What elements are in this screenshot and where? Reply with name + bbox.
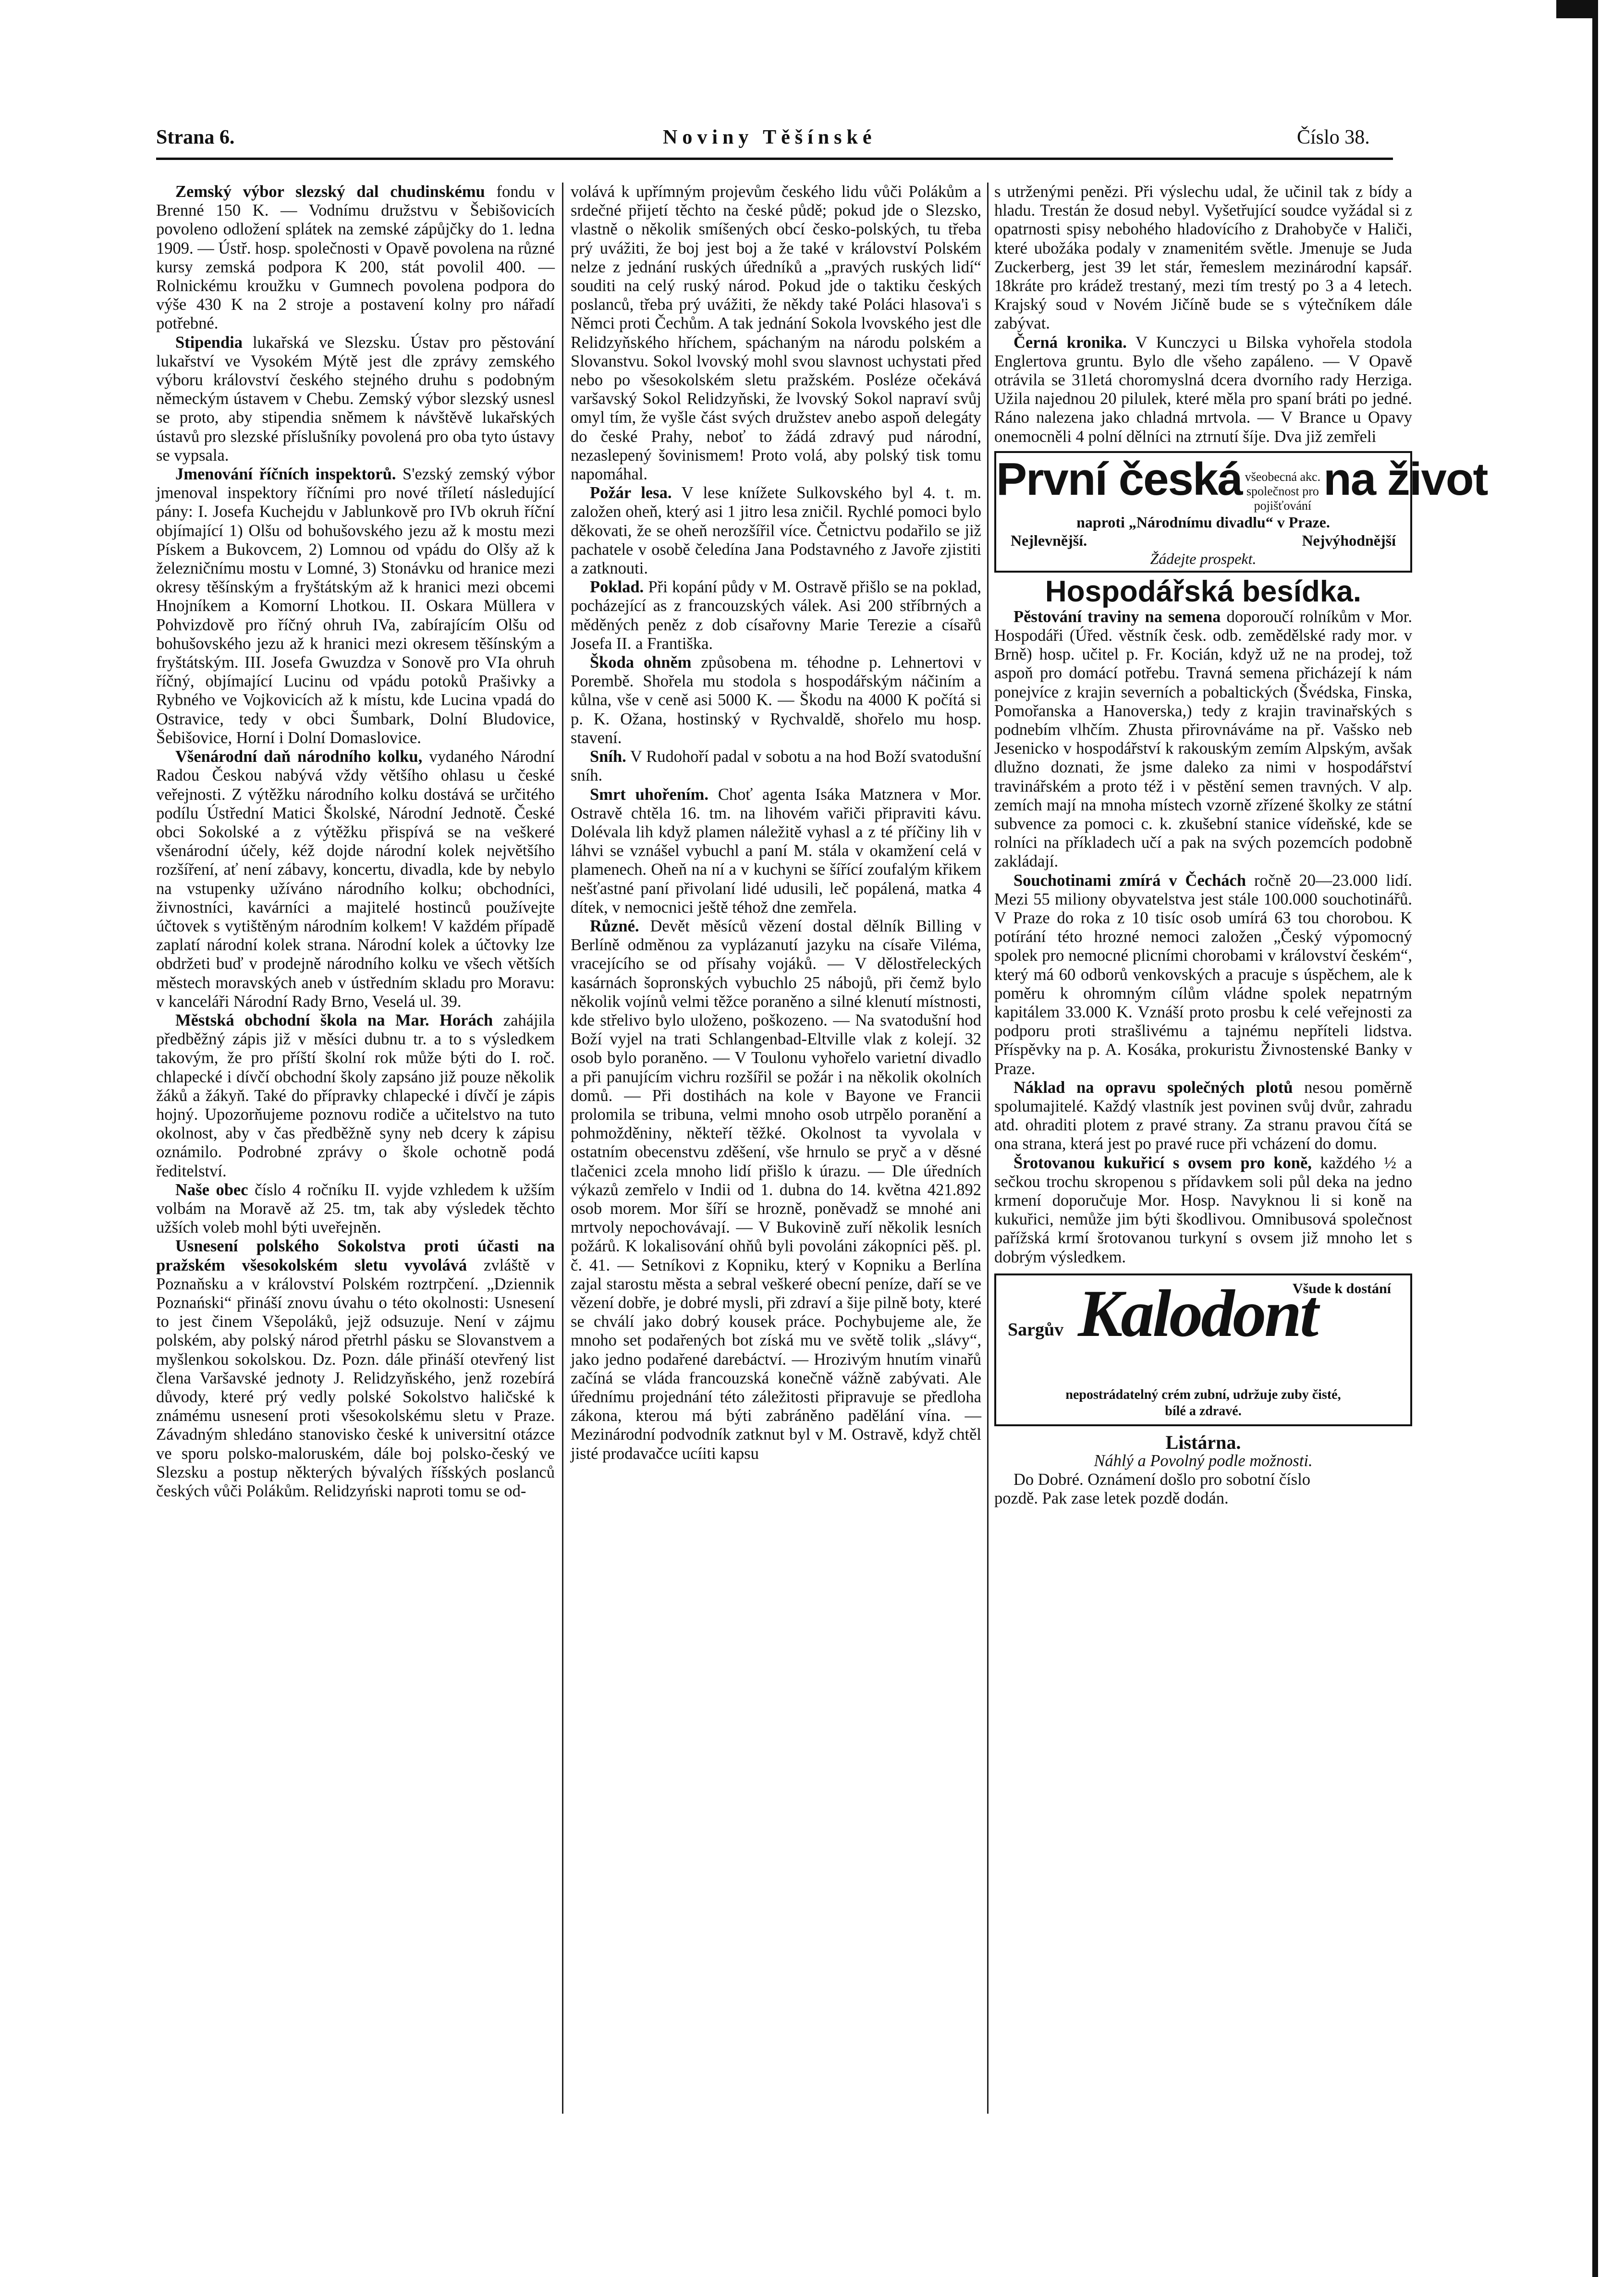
- article-text: lukařská ve Slezsku. Ústav pro pěstování lukařství ve Vysokém Mýtě jest dle zprávy zemského výboru království českého stejného druhu s podobným německým ústavem v Chebu. Zemský výbor slezský usnesl se proto, aby stipendia sněmem k návštěvě lukařských ústavů pro slezské příslušníky povolená pro oba tyto ústavy se vypsala.: [156, 333, 555, 465]
- listarna-line-1: Náhlý a Povolný podle možnosti.: [1094, 1452, 1313, 1470]
- article-heading: Souchotinami zmírá v Čechách: [1013, 871, 1246, 890]
- ad-prospect: Žádejte prospekt.: [1150, 550, 1257, 567]
- article-heading: Požár lesa.: [590, 484, 672, 502]
- article-heading: Usnesení polského Sokolstva proti účasti na pražském všesokolském sletu vyvolává: [156, 1237, 555, 1274]
- kalodont-tagline: [996, 1387, 1410, 1420]
- article-heading: Poklad.: [590, 578, 644, 597]
- article-text: nesou poměrně spolumajitelé. Každý vlastník jest povinen svůj dvůr, zahradu atd. ohraditi plotem z pravé strany. Za stranu pravou čítá se ona strana, která jest po pravé ruce při vcházení do domu.: [994, 1078, 1412, 1153]
- article-heading: Městská obchodní škola na Mar. Horách: [175, 1011, 493, 1029]
- article-text: V Kunczyci u Bilska vyhořela stodola Englertova gruntu. Bylo dle všeho zapáleno. — V Opavě otrávila se 31letá choromyslná dcera dvorního rady Herziga. Užila najednou 20 pilulek, které měla pro spaní bráti po jedné. Ráno nalezena jako chladná mrtvola. — V Brance u Opavy onemocněli 4 polní dělníci na ztrnutí šíje. Dva již zemřeli: [994, 333, 1412, 446]
- article-paragraph: [571, 747, 981, 785]
- ad-small-line-3: pojišťování: [1254, 498, 1312, 513]
- article-paragraph: [571, 484, 981, 578]
- article-paragraph: [994, 183, 1412, 333]
- article-paragraph: [994, 1154, 1412, 1267]
- article-heading: Sníh.: [590, 747, 626, 766]
- listarna-title: Listárna.: [1165, 1431, 1241, 1453]
- article-paragraph: [994, 608, 1412, 871]
- column-2: [571, 183, 981, 2118]
- article-paragraph: [156, 747, 555, 1011]
- article-heading: Jmenování říčních inspektorů.: [175, 465, 396, 484]
- article-heading: Různé.: [590, 917, 639, 935]
- article-paragraph: [156, 1181, 555, 1237]
- article-paragraph: [156, 1011, 555, 1181]
- ad-address: naproti „Národnímu divadlu“ v Praze.: [1076, 513, 1330, 531]
- article-paragraph: [156, 465, 555, 747]
- article-heading: Škoda ohněm: [590, 653, 692, 672]
- article-heading: Všenárodní daň národního kolku,: [175, 747, 423, 766]
- article-paragraph: [571, 785, 981, 917]
- scan-border-right: [1592, 0, 1598, 2277]
- article-text: doporoučí rolníkům v Mor. Hospodáři (Úřed. věstník česk. odb. zemědělské rady mor. v Brně) hosp. učitel p. Fr. Kocián, když už ne na prodej, tož aspoň pro domácí potřebu. Travná semena přicházejí k nám ponejvíce z krajin severních a pobaltických (Švédska, Finska, Pomořanska a Hanoverska,) tedy z krajin travinařských s podnebím vlhčím. Zhusta přirovnáváme na př. Vašsko neb Jesenicko v hospodářství k rakouským zemím Alpským, avšak dlužno doznati, že jsme daleko za nimi v hospodářství travinářském a proto též i v pěstění semen travných. V alp. zemích mají na mnoha místech vzorně zřízené školky ze státní subvence za pomoci c. k. zkušební stanice vídeňské, kde se rolníci na příkladech učí a pak na svých pozemcích podobně zakládají.: [994, 607, 1412, 871]
- article-text: vydaného Národní Radou Českou nabývá vždy většího ohlasu u české veřejnosti. Z výtěžku národního kolku dostává se určitého podílu Ústřední Matici Školské, Národní Jednotě. České obci Sokolské a z výtěžku přispívá se na veškeré všenárodní účely, kéž dojde národní kolek největšího rozšíření, ať není zábavy, koncertu, divadla, kde by nebylo na vstupenky užíváno národního kolku; obchodníci, živnostníci, kavárníci a majitelé hostinců používejte účtovek s vytištěným národním kolkem! V každém případě zaplatí národní kolek strana. Národní kolek a účtovky lze obdržeti buď v prodejně národního kolku ve všech větších městech moravských aneb v ústředním skladu pro Moravu: v kanceláři Národní Rady Brno, Veselá ul. 39.: [156, 747, 555, 1011]
- article-text: zvláště v Poznaňsku a v království Polském roztrpčení. „Dziennik Poznański“ přináší znovu úvahu o této okolnosti: Usnesení to jest činem Všepoláků, jejž odsuzuje. Není v zájmu polském, aby polský národ přetrhl pásku se Slovanstvem a myšlenkou sokolskou. Dz. Pozn. dále přináší otevřený list člena Varšavské jednoty J. Relidzyňského, jenž rozebírá důvody, které prý vedly polské Sokolstvo haličské k známému usnesení proti všesokolskému sletu v Praze. Závadným shledáno stanovisko české k universitní otázce ve sporu polsko-maloruském, dále boj polsko-český ve Slezsku a postup některých bývalých říšských poslanců českých vůči Polákům. Relidzyński naproti tomu se od-: [156, 1256, 555, 1501]
- article-text: V Rudohoří padal v sobotu a na hod Boží svatodušní sníh.: [571, 747, 981, 785]
- article-heading: Smrt uhořením.: [590, 785, 708, 804]
- article-text: způsobena m. téhodne p. Lehnertovi v Porembě. Shořela mu stodola s hospodářským náčiním a kůlna, vše v ceně asi 5000 K. — Škodu na 4000 K počítá si p. K. Ožana, hostinský v Rychvaldě, shořelo mu hosp. stavení.: [571, 653, 981, 747]
- article-heading: Náklad na opravu společných plotů: [1013, 1078, 1293, 1097]
- article-heading: Zemský výbor slezský dal chudinskému: [175, 183, 485, 201]
- article-paragraph: [994, 1078, 1412, 1154]
- article-heading: Naše obec: [175, 1180, 248, 1199]
- article-paragraph: [156, 333, 555, 465]
- newspaper-title: Noviny Těšínské: [663, 126, 877, 148]
- article-text: ročně 20—23.000 lidí. Mezi 55 miliony obyvatelstva jest stále 100.000 souchotinářů. V Praze do roka z 10 tisíc osob umírá 63 tou chorobou. K potírání této hrozné nemoci založen „Český výpomocný spolek pro nemocné plicními chorobami v království českém“, který má 60 odborů venkovských a pracuje s úspěchem, ale k poměru k ohromným cílům vládne spolek nepatrným kapitálem 33.000 K. Vznáší proto prosbu k celé veřejnosti za podporu proti strašlivému a tajnému nepříteli lidstva. Příspěvky na p. A. Kosáka, prokuristu Živnostenské Banky v Praze.: [994, 871, 1413, 1078]
- scan-border-top: [1556, 0, 1597, 18]
- article-paragraph: [571, 653, 981, 747]
- article-text: V lese knížete Sulkovského byl 4. t. m. založen oheň, který asi 1 jitro lesa zničil. Rychlé pomoci bylo děkovati, že se oheň nerozšířil více. Četnictvu podařilo se již pachatele v osobě čeledína Jana Podstavného z Javoře zjistiti a zatknouti.: [571, 484, 981, 578]
- article-text: každého ½ a sečkou trochu skropenou s přídavkem soli půl deka na jedno krmení doporučuje Mor. Hosp. Navyknou li si koně na kukuřici, nemůže jim býti škodlivou. Omnibusová společnost pařížská krmí šrotovanou turkyní s ovsem již mnoho let s dobrým výsledkem.: [994, 1153, 1412, 1266]
- column-divider-2: [987, 183, 989, 2114]
- ad-title-small: [1245, 470, 1320, 513]
- header-rule: [156, 158, 1393, 160]
- article-paragraph: [156, 1237, 555, 1501]
- kalodont-availability: Všude k dostání: [1292, 1280, 1391, 1297]
- issue-number: Číslo 38.: [1297, 126, 1370, 148]
- ad-small-line-1: všeobecná akc.: [1245, 469, 1321, 484]
- kalodont-advertisement: [994, 1273, 1412, 1426]
- article-text: Choť agenta Isáka Matznera v Mor. Ostravě chtěla 16. tm. na lihovém vařiči připraviti kávu. Dolévala lih když plamen náležitě vyhasl a z té příčiny lih v láhvi se vznášel vybuchl a paní M. stála v okamžení celá v plamenech. Oheň na ní a v kuchyni se šířící zoufalým křikem nešťastné paní přivolaní lidé udusili, leč popálená, matka 4 dítek, v nemocnici ještě téhož dne zemřela.: [571, 785, 982, 917]
- article-text: volává k upřímným projevům českého lidu vůči Polákům a srdečné přijetí těchto na české půdě; pokud jde o Slezsko, vlastně o několik smíšených obcí česko-polských, tu třeba prý uvážiti, že boj jest boj a že také v království Polském nelze z jednání ruských úředníků a „pravých ruských lidí“ souditi na celý ruský národ. Pokud jde o taktiku českých poslanců, třeba prý uvážiti, že někdy také Poláci hlasova'i s Němci proti Čechům. A tak jednání Sokola lvovského jest dle Relidzyňského hříchem, spáchaným na národu polském a Slovanstvu. Sokol lvovský mohl svou slavnost uchystati před nebo po všesokolském sletu pražském. Posléze očekává varšavský Sokol Relidzyňski, že lvovský Sokol napraví svůj omyl tím, že vyšle část svých družstev anebo aspoň delegáty do české Prahy, neboť to žádá zdravý pud národní, nezaslepený šovinismem! Proto volá, aby polský tisk tomu napomáhal.: [571, 183, 981, 484]
- article-text: zahájila předběžný zápis již v měsíci dubnu tr. a to s výsledkem takovým, že pro příští školní rok může býti do I. roč. chlapecké i dívčí obchodní školy zapsáno již pouze několik žáků a žákyň. Také do přípravky chlapecké i dívčí je zápis hojný. Upozorňujeme poznovu rodiče a učitelstvo na tuto okolnost, aby v čas předběžně syny neb dcery k zápisu oznámilo. Podrobné zprávy o škole ochotně podá ředitelství.: [156, 1011, 555, 1180]
- section-title: Hospodářská besídka.: [1045, 575, 1362, 608]
- ad-slogan-left: Nejlevnější.: [1011, 531, 1087, 549]
- article-paragraph: [156, 183, 555, 333]
- page-number: Strana 6.: [156, 126, 235, 148]
- article-heading: Stipendia: [175, 333, 243, 352]
- article-text: Při kopání půdy v M. Ostravě přišlo se na poklad, pocházející as z francouzských válek. Asi 200 stříbrných a měděných peněz z dob císařovny Marie Terezie a císařů Josefa II. a Františka.: [571, 578, 981, 653]
- article-text: Devět měsíců vězení dostal dělník Billing v Berlíně odměnou za vyplázanutí jazyku na císaře Viléma, vracejícího se od přísahy vojáků. — V dělostřeleckých kasárnách šopronských vybuchlo 25 nábojů, při čemž bylo několik vojínů velmi těžce poraněno a silné klenutí místnosti, kde střelivo bylo uloženo, poškozeno. — Na svatodušní hod Boží vyjel na trati Schlangenbad-Eltville vlak z kolejí. 32 osob bylo poraněno. — V Toulonu vyhořelo varietní divadlo a při panujícím vichru rozšířil se požár i na několik okolních domů. — Při dostihách na kole v Bayone ve Francii prolomila se tribuna, velmi mnoho osob utrpělo poranění a pohmožděniny, někteří těžké. Okolnost ta vyvolala v ostatním obecenstvu zděšení, vše hrnulo se pryč a v děsné tlačenici zcela mnoho lidí přišlo k úrazu. — Dle úředních výkazů zemřelo v Indii od 1. dubna do 14. května 421.892 osob morem. Mor šíří se hrozně, poněvadž se mnohé ani mrtvoly nepochovávají. — V Bukovině zuří několik lesních požárů. K lokalisování ohňů byli povoláni zákopníci pěš. pl. č. 41. — Setníkovi z Kopniku, který v Kopniku a Berlína zajal starostu města a sebral veškeré obecní peníze, daří se ve vězení dobře, je dobré mysli, při zdraví a šije pilně boty, které se chválí jako dobrý kousek práce. Pochybujeme ale, že mnoho set podařených bot získá mu ve světě tolik „slávy“, jako jedno podařené darebáctví. — Hrozivým hnutím vinařů začíná se vláda francouzská konečně vážně zabývati. Ale úřednímu projednání této záležitosti připravuje se předloha zákona, kterou má býti zabráněno padělání vína. — Mezinárodní podvodník zatknut byl v M. Ostravě, když chtěl jisté prodavačce ucíiti kapsu: [571, 917, 982, 1463]
- listarna-line-3: pozdě. Pak zase letek pozdě dodán.: [994, 1489, 1229, 1508]
- article-text: S'ezský zemský výbor jmenoval inspektory říčními pro nové tříletí následující pány: I. Josefa Kuchejdu v Jablunkově pro IVb okruh říční objímající 1) Olšu od bohušovského jezu až k mostu mezi Pískem a Bukovcem, 2) Lomnou od vpádu do Olšy až k železničnímu mostu v Lomné, 3) Stonávku od hranice mezi okresy těšínským a fryštátským až k hranici mezi obcemi Hnojníkem a Komorní Lhotkou. II. Oskara Müllera v Pohvizdově pro říčný ohruh IVa, zabírajícím Olšu od bohušovského jezu až k hranici mezi okresem těšínským a fryštátským. III. Josefa Gwuzdza v Sonově pro VIa ohruh říčný, objímající Lucinu od vpádu potoků Prašivky a Rybného ve Vojkovicích až k místu, kde Lucina vpadá do Ostravice, tedy v obci Šumbark, Dolní Bludovice, Šebišovice, Horní i Dolní Domaslovice.: [156, 465, 555, 747]
- article-text: fondu v Brenné 150 K. — Vodnímu družstvu v Šebišovicích povoleno odložení splátek na zemské zápůjčky do 1. ledna 1909. — Ústř. hosp. společnosti v Opavě povolena na různé kursy zemská podpora K 200, stát povolil 400. — Rolnickému kroužku v Gumnech povolena podpora do výše 430 K na 2 stroje a postavení kolny pro nářadí potřebné.: [156, 183, 555, 333]
- ad-title-right: na život: [1323, 453, 1488, 505]
- article-paragraph: [994, 333, 1412, 446]
- article-heading: Pěstování traviny na semena: [1013, 607, 1221, 626]
- kalodont-maker: Sargův: [1008, 1319, 1064, 1340]
- column-3: [994, 183, 1488, 2118]
- article-text: s utrženými penězi. Při výslechu udal, že učinil tak z bídy a hladu. Trestán že dosud nebyl. Vyšetřující soudce vyžádal si z opatrnosti spisy nebohého hladovícího z Drahobyče v Haliči, které ubožáka podaly v znamenitém světle. Jmenuje se Juda Zuckerberg, jest 39 let stár, řemeslem mezinárodní kapsář. 18kráte pro krádež trestaný, mezi tím trestý po 3 a 4 letech. Krajský soud v Novém Jičíně bude se s výtečníkem dále zabývat.: [994, 183, 1412, 333]
- article-paragraph: [571, 578, 981, 653]
- article-heading: Šrotovanou kukuřicí s ovsem pro koně,: [1013, 1153, 1312, 1172]
- article-heading: Černá kronika.: [1013, 333, 1127, 352]
- ad-slogan-right: Nejvýhodnější: [1302, 531, 1396, 549]
- article-paragraph: [571, 917, 981, 1463]
- kalodont-tagline-2: bílé a zdravé.: [1165, 1403, 1242, 1419]
- article-text: číslo 4 ročníku II. vyjde vzhledem k užším volbám na Moravě až 25. tm, tak aby výsledek těchto užších voleb mohl býti uveřejněn.: [156, 1180, 555, 1237]
- article-paragraph: [994, 871, 1412, 1078]
- column-1: [156, 183, 555, 2118]
- article-paragraph: [571, 183, 981, 484]
- kalodont-tagline-1: nepostrádatelný crém zubní, udržuje zuby čisté,: [1065, 1387, 1341, 1402]
- ad-title-left: První česká: [996, 453, 1242, 505]
- insurance-advertisement: [994, 451, 1488, 573]
- kalodont-logo: Kalodont: [1078, 1276, 1317, 1351]
- column-divider-1: [562, 183, 563, 2114]
- listarna-line-2: Do Dobré. Oznámení došlo pro sobotní číslo: [1013, 1470, 1311, 1489]
- ad-small-line-2: společnost pro: [1246, 484, 1319, 498]
